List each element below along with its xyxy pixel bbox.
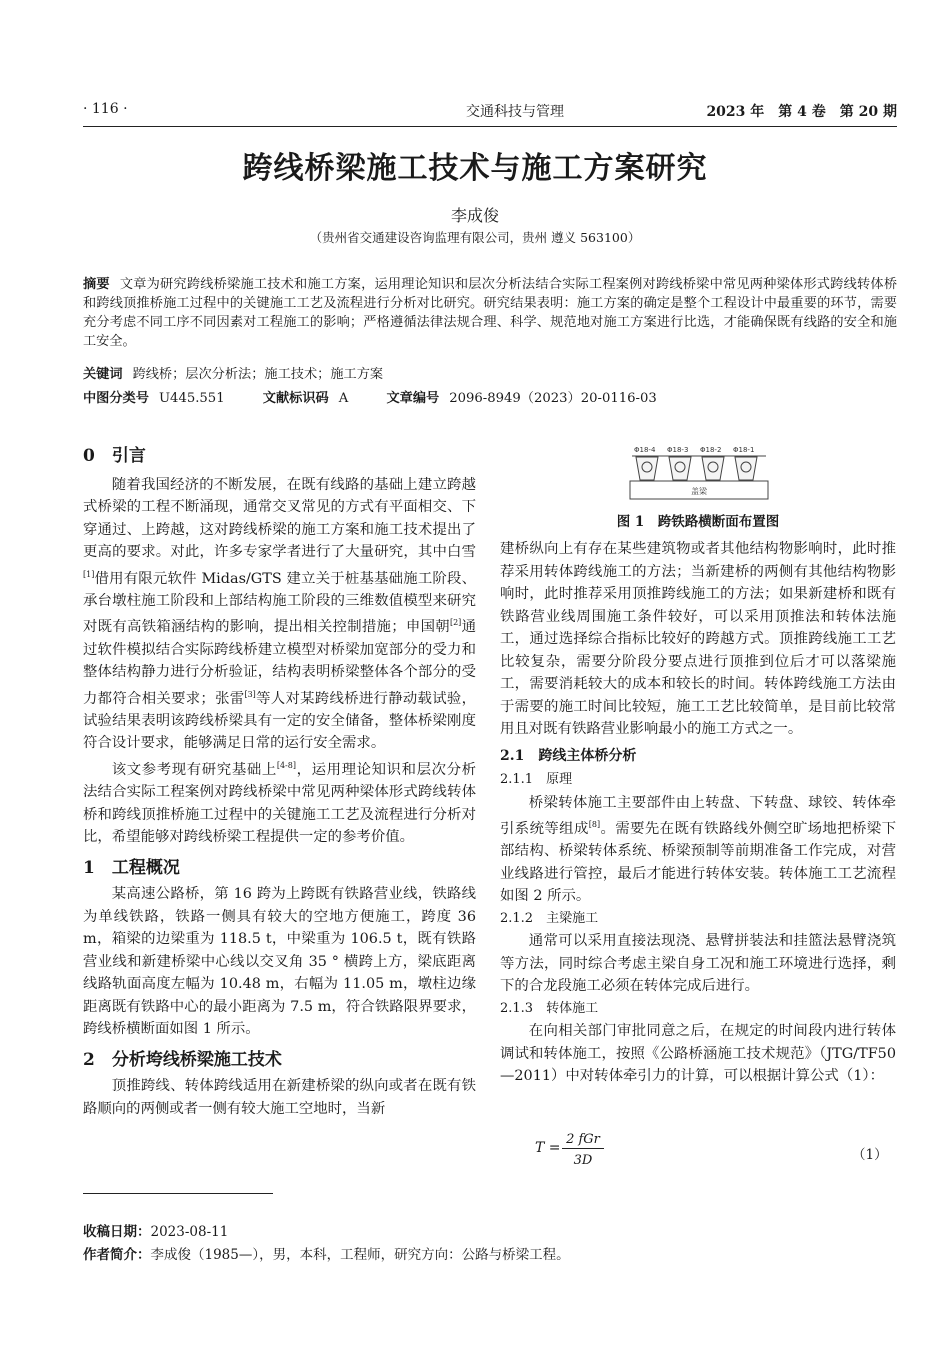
figure-label-3: Φ18-2 xyxy=(700,446,722,454)
formula-denominator: 3D xyxy=(573,1153,593,1168)
keywords-text: 跨线桥；层次分析法；施工技术；施工方案 xyxy=(132,367,384,382)
figure-1-caption: 图 1 跨铁路横断面布置图 xyxy=(616,514,780,530)
bio-value: 李成俊（1985—），男，本科，工程师，研究方向：公路与桥梁工程。 xyxy=(150,1247,570,1263)
intro-paragraph-2: 该文参考现有研究基础上[4-8]，运用理论知识和层次分析法结合实际工程案例对跨线桥梁中常见两种梁体形式跨线转体桥和跨线顶推桥施工过程中的关键施工工艺及流程进行分析对比，希望能够对跨线桥梁工程提供一定的参考价值。 xyxy=(83,760,476,846)
figure-label-2: Φ18-3 xyxy=(667,446,689,454)
section-1-heading: 1 工程概况 xyxy=(83,857,180,878)
figure-label-1: Φ18-4 xyxy=(634,446,656,454)
formula-number: （1） xyxy=(852,1147,888,1163)
clc-value: U445.551 xyxy=(158,391,225,406)
analysis-paragraph-start: 顶推跨线、转体跨线适用在新建桥梁的纵向或者在既有铁路顺向的两侧或者一侧有较大施工空地时，当新 xyxy=(83,1078,476,1117)
section-2-1-2-heading: 2.1.2 主梁施工 xyxy=(500,910,599,926)
ref-2: [2] xyxy=(449,618,462,628)
ref-1: [1] xyxy=(83,569,95,579)
doc-code-value: A xyxy=(338,391,349,406)
abstract xyxy=(83,275,897,351)
ref-3: [3] xyxy=(244,689,256,699)
section-2-1-1-heading: 2.1.1 原理 xyxy=(500,772,573,787)
rotation-paragraph: 在向相关部门审批同意之后，在规定的时间段内进行转体调试和转体施工，按照《公路桥涵施工技术规范》（JTG/TF50—2011）中对转体牵引力的计算，可以根据计算公式（1）： xyxy=(500,1023,896,1085)
received-label: 收稿日期： xyxy=(83,1224,151,1240)
keywords-label: 关键词 xyxy=(83,367,123,382)
received-date xyxy=(83,1220,228,1240)
abstract-label: 摘要 xyxy=(83,277,110,292)
principle-paragraph: 桥梁转体施工主要部件由上转盘、下转盘、球铰、转体牵引系统等组成[8]。需要先在既有铁路线外侧空旷场地把桥梁下部结构、桥梁转体系统、桥梁预制等前期准备工作完成，对营业线路进行管控，最后才能进行转体安装。转体施工工艺流程如图 2 所示。 xyxy=(500,794,896,905)
figure-beam-label: 盖梁 xyxy=(691,487,707,496)
doc-code-label: 文献标识码 xyxy=(262,391,329,406)
section-2-heading: 2 分析垮线桥梁施工技术 xyxy=(83,1049,282,1070)
page-number: · 116 · xyxy=(83,101,128,117)
section-2-1-heading: 2.1 跨线主体桥分析 xyxy=(500,747,637,764)
overview-paragraph: 某高速公路桥，第 16 跨为上跨既有铁路营业线，铁路线为单线铁路，铁路一侧具有较大的空地方便施工，跨度 36 m，箱梁的边梁重为 118.5 t，中梁重为 106.5 t，既有铁路营业线和新建桥梁中心线以交叉角 35 ° 横跨上方，梁底距离线路轨面高度左幅为 10.48 m，右幅为 11.05 m，墩柱边缘距离既有铁路中心的最小距离为 7.5 m，符合铁路限界要求，跨线桥横断面如图 1 所示。 xyxy=(83,886,476,1038)
article-number-value: 2096-8949（2023）20-0116-03 xyxy=(449,391,657,406)
classification-line xyxy=(83,387,657,406)
keywords xyxy=(83,363,383,382)
journal-name: 交通科技与管理 xyxy=(466,104,564,120)
clc-label: 中图分类号 xyxy=(83,391,149,406)
ref-8: [8] xyxy=(588,820,601,829)
right-column xyxy=(500,538,896,1088)
abstract-text: 文章为研究跨线桥梁施工技术和施工方案，运用理论知识和层次分析法结合实际工程案例对跨线桥梁中常见两种梁体形式跨线转体桥和跨线顶推桥施工过程中的关键施工工艺及流程进行分析对比研究。研究结果表明：施工方案的确定是整个工程设计中最重要的环节，需要充分考虑不同工序不同因素对工程施工的影响；严格遵循法律法规合理、科学、规范地对施工方案进行比选，才能确保既有线路的安全和施工安全。 xyxy=(83,277,897,349)
ref-4-8: [4-8] xyxy=(276,760,296,770)
received-value: 2023-08-11 xyxy=(150,1224,229,1240)
intro-paragraph-1: 随着我国经济的不断发展，在既有线路的基础上建立跨越式桥梁的工程不断涌现，通常交叉常见的方式有平面相交、下穿通过、上跨越，这对跨线桥梁的施工方案和施工技术提出了更高的要求。对此，许多专家学者进行了大量研究，其中白雪[1]借用有限元软件 Midas/GTS 建立关于桩基基础施工阶段、承台墩柱施工阶段和上部结构施工阶段的三维数值模型来研究对既有高铁箱涵结构的影响，提出相关控制措施；申国朝[2]通过软件模拟结合实际跨线桥建立模型对桥梁加宽部分的受力和整体结构静力进行分析验证，结构表明桥梁整体各个部分的受力都符合相关要求；张雷[3]等人对某跨线桥进行静动载试验，试验结果表明该跨线桥梁具有一定的安全储备，整体桥梁刚度符合设计要求，能够满足日常的运行安全需求。 xyxy=(83,476,476,752)
formula-numerator: 2 fGr xyxy=(562,1131,604,1149)
section-0-heading: 0 引言 xyxy=(83,446,146,466)
paper-title: 跨线桥梁施工技术与施工方案研究 xyxy=(242,151,708,186)
bio-label: 作者简介： xyxy=(83,1247,151,1263)
article-number-label: 文章编号 xyxy=(386,391,440,406)
formula-lhs: T = xyxy=(535,1140,561,1156)
figure-label-4: Φ18-1 xyxy=(733,446,755,454)
section-2-1-3-heading: 2.1.3 转体施工 xyxy=(500,1000,599,1016)
footnote-rule xyxy=(83,1193,273,1194)
issue-info: 2023 年 第 4 卷 第 20 期 xyxy=(706,104,897,120)
right-paragraph-1: 建桥纵向上有存在某些建筑物或者其他结构物影响时，此时推荐采用转体跨线施工的方法；当新建桥的两侧有其他结构物影响时，此时推荐采用顶推跨线施工的方法；如果新建桥和既有铁路营业线周围施工条件较好，可以采用顶推法和转体法施工，通过选择综合指标比较好的跨越方式。顶推跨线施工工艺比较复杂，需要分阶段分要点进行顶推到位后才可以落梁施工，需要消耗较大的成本和较长的时间。转体跨线施工方法由于需要的施工时间比较短，施工工艺比较简单，是目前比较常用且对既有铁路营业影响最小的施工方式之一。 xyxy=(500,541,896,737)
girder-paragraph: 通常可以采用直接法现浇、悬臂拼装法和挂篮法悬臂浇筑等方法，同时综合考虑主梁自身工况和施工环境进行选择，剩下的合龙段施工必须在转体完成后进行。 xyxy=(500,933,896,995)
author-bio xyxy=(83,1243,570,1263)
cross-section-figure xyxy=(628,444,770,504)
left-column xyxy=(83,445,476,1120)
header-rule xyxy=(83,126,897,127)
affiliation: （贵州省交通建设咨询监理有限公司，贵州 遵义 563100） xyxy=(309,230,641,245)
author-name: 李成俊 xyxy=(450,206,499,225)
